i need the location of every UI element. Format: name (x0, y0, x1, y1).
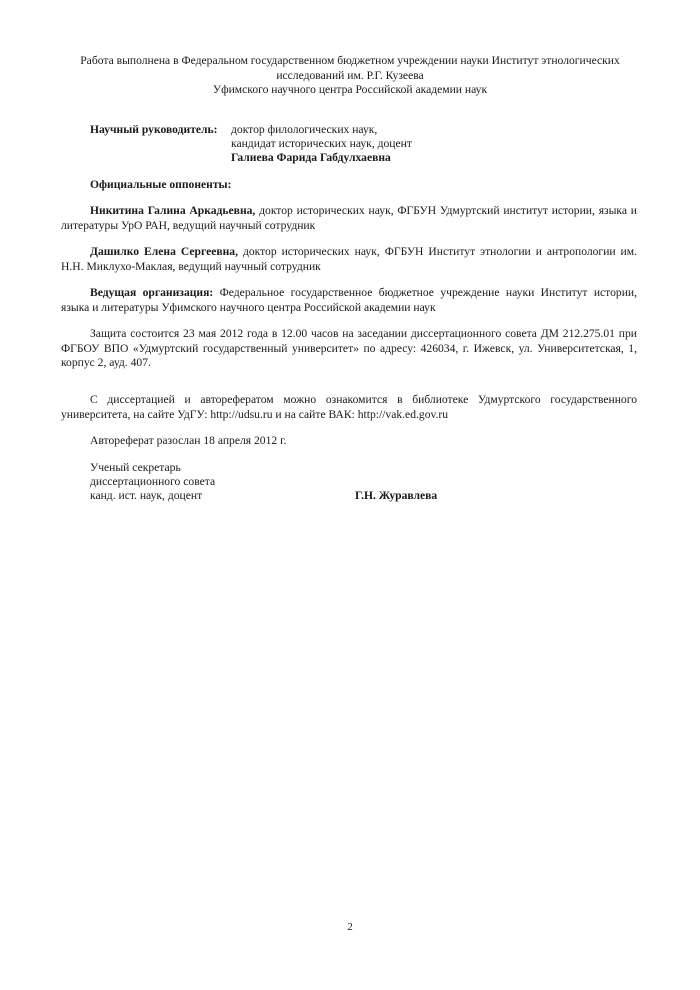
opponent-1-desc: доктор исторических наук, ФГБУН Удмуртский институт истории, языка и литературы УрО РАН, ведущий научный сотрудник (61, 204, 637, 232)
header-line-3: Уфимского научного центра Российской академии наук (212, 83, 488, 96)
lead-organization (61, 286, 637, 315)
opponent-2 (61, 245, 637, 274)
opponent-1-name: Никитина Галина Аркадьевна, (90, 204, 256, 217)
opponents-heading: Официальные оппоненты: (90, 178, 232, 191)
opponent-2-name: Дашилко Елена Сергеевна, (90, 245, 238, 258)
header-line-2: исследований им. Р.Г. Кузеева (276, 68, 424, 82)
opponent-2-desc: доктор исторических наук, ФГБУН Институт этнологии и антропологии им. Н.Н. Миклухо-Маклая, ведущий научный сотрудник (61, 245, 637, 273)
institution-header (60, 54, 640, 98)
supervisor-degree-2: кандидат исторических наук, доцент (231, 137, 412, 150)
page-number: 2 (347, 921, 353, 933)
secretary-name: Г.Н. Журавлева (355, 489, 438, 502)
header-line-1: Работа выполнена в Федеральном государственном бюджетном учреждении науки Институт этнологических (80, 54, 620, 67)
lead-org-label: Ведущая организация: (90, 286, 214, 299)
library-info: С диссертацией и авторефератом можно ознакомится в библиотеке Удмуртского государственного университета, на сайте УдГУ: http://udsu.ru и на сайте ВАК: http://vak.ed.gov.ru (61, 393, 637, 421)
supervisor-degree-1: доктор филологических наук, (231, 123, 378, 136)
lead-org-text: Федеральное государственное бюджетное учреждение науки Институт истории, языка и литературы Уфимского научного центра Российской академии наук (61, 286, 637, 314)
opponent-1 (61, 204, 637, 233)
secretary-line-1: Ученый секретарь (90, 461, 181, 474)
defense-info: Защита состоится 23 мая 2012 года в 12.00 часов на заседании диссертационного совета ДМ 212.275.01 при ФГБОУ ВПО «Удмуртский государственный университет» по адресу: 426034, г. Ижевск, ул. Университетская, 1, корпус 2, ауд. 407. (61, 327, 637, 369)
supervisor-name: Галиева Фарида Габдулхаевна (231, 151, 391, 164)
secretary-line-3: канд. ист. наук, доцент (90, 489, 203, 502)
sent-date: Автореферат разослан 18 апреля 2012 г. (90, 434, 287, 447)
supervisor-label: Научный руководитель: (90, 123, 218, 136)
secretary-line-2: диссертационного совета (90, 475, 216, 488)
